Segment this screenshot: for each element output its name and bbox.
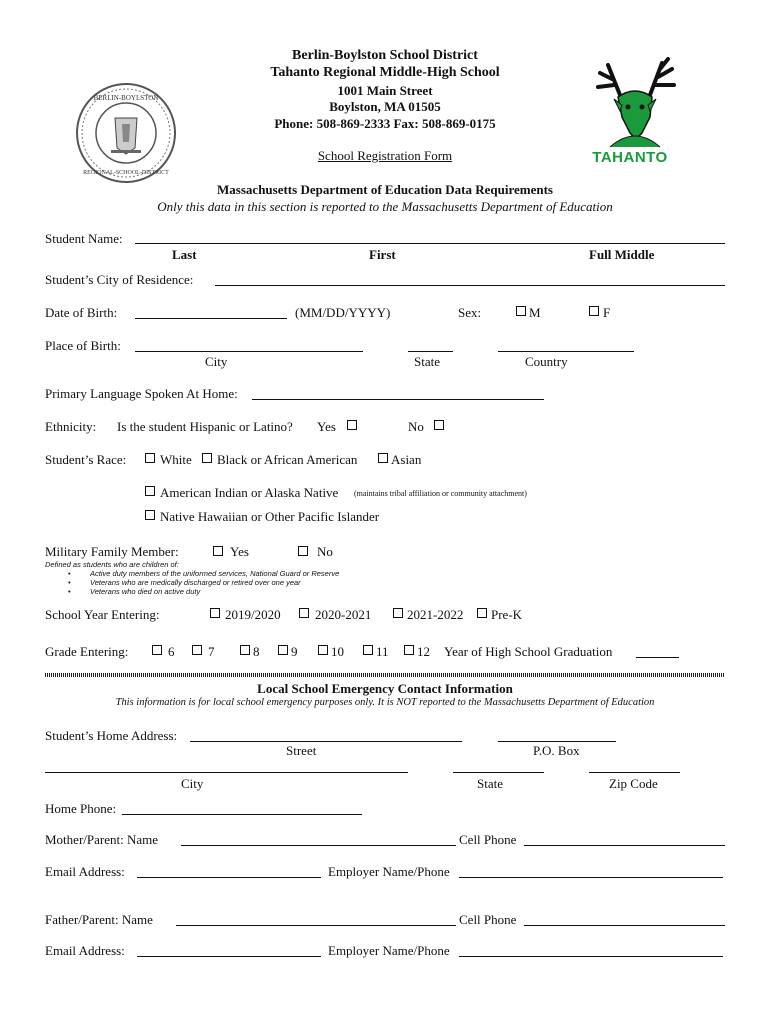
home-street-field[interactable]	[190, 741, 462, 742]
race-label: Student’s Race:	[45, 452, 127, 467]
sex-m-label: M	[529, 305, 541, 320]
father-name-field[interactable]	[176, 925, 456, 926]
mother-cell-label: Cell Phone	[459, 832, 517, 847]
race-black-checkbox[interactable]	[202, 453, 212, 463]
sex-f-label: F	[603, 305, 611, 320]
grade-12-checkbox[interactable]	[404, 645, 414, 655]
birth-state-caption: State	[414, 354, 440, 369]
dob-label: Date of Birth:	[45, 305, 118, 320]
mother-email-label: Email Address:	[45, 864, 125, 879]
home-phone-label: Home Phone:	[45, 801, 117, 816]
military-yes-checkbox[interactable]	[213, 546, 223, 556]
home-state-caption: State	[477, 776, 503, 791]
mother-name-field[interactable]	[181, 845, 456, 846]
mother-employer-label: Employer Name/Phone	[328, 864, 450, 879]
school-city-state: Boylston, MA 01505	[329, 99, 441, 114]
student-name-label: Student Name:	[45, 231, 123, 246]
year-2019-label: 2019/2020	[225, 607, 281, 622]
year-prek-checkbox[interactable]	[477, 608, 487, 618]
home-address-label: Student’s Home Address:	[45, 728, 178, 743]
grade-7-checkbox[interactable]	[192, 645, 202, 655]
emergency-section-subtitle: This information is for local school emergency purposes only. It is NOT reported to the Massachusetts Department of Education	[115, 697, 655, 708]
city-residence-label: Student’s City of Residence:	[45, 272, 194, 287]
mother-employer-field[interactable]	[459, 877, 723, 878]
military-definition: Defined as students who are children of:	[45, 560, 179, 569]
primary-language-field[interactable]	[252, 399, 544, 400]
military-bullet-list	[90, 569, 339, 596]
mother-email-field[interactable]	[137, 877, 321, 878]
emergency-section-title: Local School Emergency Contact Information	[257, 681, 513, 696]
grade-8-label: 8	[253, 644, 260, 659]
district-name: Berlin-Boylston School District	[292, 48, 478, 63]
race-native-american-checkbox[interactable]	[145, 486, 155, 496]
race-white-label: White	[160, 452, 192, 467]
sex-label: Sex:	[458, 305, 482, 320]
race-pacific-checkbox[interactable]	[145, 510, 155, 520]
grade-9-checkbox[interactable]	[278, 645, 288, 655]
grade-8-checkbox[interactable]	[240, 645, 250, 655]
father-cell-label: Cell Phone	[459, 912, 517, 927]
military-yes-label: Yes	[230, 544, 249, 559]
mother-cell-field[interactable]	[524, 845, 725, 846]
grade-label: Grade Entering:	[45, 644, 129, 659]
dob-field[interactable]	[135, 318, 287, 319]
race-white-checkbox[interactable]	[145, 453, 155, 463]
home-street-caption: Street	[286, 743, 317, 758]
place-birth-label: Place of Birth:	[45, 338, 121, 353]
year-2021-checkbox[interactable]	[393, 608, 403, 618]
grade-12-label: 12	[417, 644, 430, 659]
tahanto-logo	[590, 55, 680, 170]
home-city-caption: City	[181, 776, 204, 791]
race-black-label: Black or African American	[217, 452, 358, 467]
home-phone-field[interactable]	[122, 814, 362, 815]
father-employer-label: Employer Name/Phone	[328, 943, 450, 958]
city-residence-field[interactable]	[215, 285, 725, 286]
home-zip-field[interactable]	[589, 772, 680, 773]
grade-6-label: 6	[168, 644, 175, 659]
grade-11-label: 11	[376, 644, 389, 659]
race-pacific-label: Native Hawaiian or Other Pacific Islander	[160, 509, 380, 524]
year-2020-checkbox[interactable]	[299, 608, 309, 618]
military-bullet: • Veterans who died on active duty	[90, 587, 339, 596]
birth-city-field[interactable]	[135, 351, 363, 352]
race-asian-checkbox[interactable]	[378, 453, 388, 463]
military-bullet: • Active duty members of the uniformed services, National Guard or Reserve	[90, 569, 339, 578]
student-name-field[interactable]	[135, 243, 725, 244]
primary-language-label: Primary Language Spoken At Home:	[45, 386, 238, 401]
ethnicity-question: Is the student Hispanic or Latino?	[117, 419, 293, 434]
sex-f-checkbox[interactable]	[589, 306, 599, 316]
middle-name-caption: Full Middle	[589, 247, 655, 262]
ethnicity-yes-checkbox[interactable]	[347, 420, 357, 430]
doe-section-subtitle: Only this data in this section is reported to the Massachusetts Department of Education	[157, 199, 613, 214]
dob-format: (MM/DD/YYYY)	[295, 305, 391, 320]
year-prek-label: Pre-K	[491, 607, 523, 622]
seal-top-text: BERLIN-BOYLSTON	[93, 94, 159, 102]
grad-year-label: Year of High School Graduation	[444, 644, 613, 659]
military-no-label: No	[317, 544, 333, 559]
year-2019-checkbox[interactable]	[210, 608, 220, 618]
home-zip-caption: Zip Code	[609, 776, 658, 791]
home-city-field[interactable]	[45, 772, 408, 773]
father-name-label: Father/Parent: Name	[45, 912, 153, 927]
birth-state-field[interactable]	[408, 351, 453, 352]
grade-10-checkbox[interactable]	[318, 645, 328, 655]
year-2020-label: 2020-2021	[315, 607, 372, 622]
district-seal	[75, 82, 177, 184]
school-phone-fax: Phone: 508-869-2333 Fax: 508-869-0175	[274, 116, 496, 131]
school-name: Tahanto Regional Middle-High School	[270, 65, 500, 80]
grade-9-label: 9	[291, 644, 298, 659]
home-pobox-caption: P.O. Box	[533, 743, 580, 758]
tahanto-logo-text: TAHANTO	[592, 149, 668, 166]
home-state-field[interactable]	[453, 772, 544, 773]
birth-country-field[interactable]	[498, 351, 634, 352]
grade-6-checkbox[interactable]	[152, 645, 162, 655]
grade-11-checkbox[interactable]	[363, 645, 373, 655]
section-divider	[45, 673, 725, 677]
father-email-label: Email Address:	[45, 943, 125, 958]
father-email-field[interactable]	[137, 956, 321, 957]
grad-year-field[interactable]	[636, 657, 679, 658]
ethnicity-label: Ethnicity:	[45, 419, 97, 434]
sex-m-checkbox[interactable]	[516, 306, 526, 316]
home-pobox-field[interactable]	[498, 741, 616, 742]
military-no-checkbox[interactable]	[298, 546, 308, 556]
race-asian-label: Asian	[391, 452, 422, 467]
military-bullet: • Veterans who are medically discharged or retired over one year	[90, 578, 339, 587]
first-name-caption: First	[369, 247, 396, 262]
race-native-american-note: (maintains tribal affiliation or community attachment)	[354, 489, 527, 498]
birth-country-caption: Country	[525, 354, 568, 369]
school-street: 1001 Main Street	[337, 83, 433, 98]
last-name-caption: Last	[172, 247, 197, 262]
form-title: School Registration Form	[317, 148, 453, 163]
ethnicity-no-checkbox[interactable]	[434, 420, 444, 430]
grade-7-label: 7	[208, 644, 215, 659]
ethnicity-yes-label: Yes	[317, 419, 336, 434]
military-label: Military Family Member:	[45, 544, 179, 559]
ethnicity-no-label: No	[408, 419, 424, 434]
birth-city-caption: City	[205, 354, 228, 369]
race-native-american-label: American Indian or Alaska Native	[160, 485, 339, 500]
school-year-label: School Year Entering:	[45, 607, 160, 622]
father-employer-field[interactable]	[459, 956, 723, 957]
year-2021-label: 2021-2022	[407, 607, 464, 622]
grade-10-label: 10	[331, 644, 344, 659]
doe-section-title: Massachusetts Department of Education Data Requirements	[217, 182, 553, 197]
mother-name-label: Mother/Parent: Name	[45, 832, 158, 847]
seal-bottom-text: REGIONAL-SCHOOL-DISTRICT	[83, 170, 169, 176]
father-cell-field[interactable]	[524, 925, 725, 926]
